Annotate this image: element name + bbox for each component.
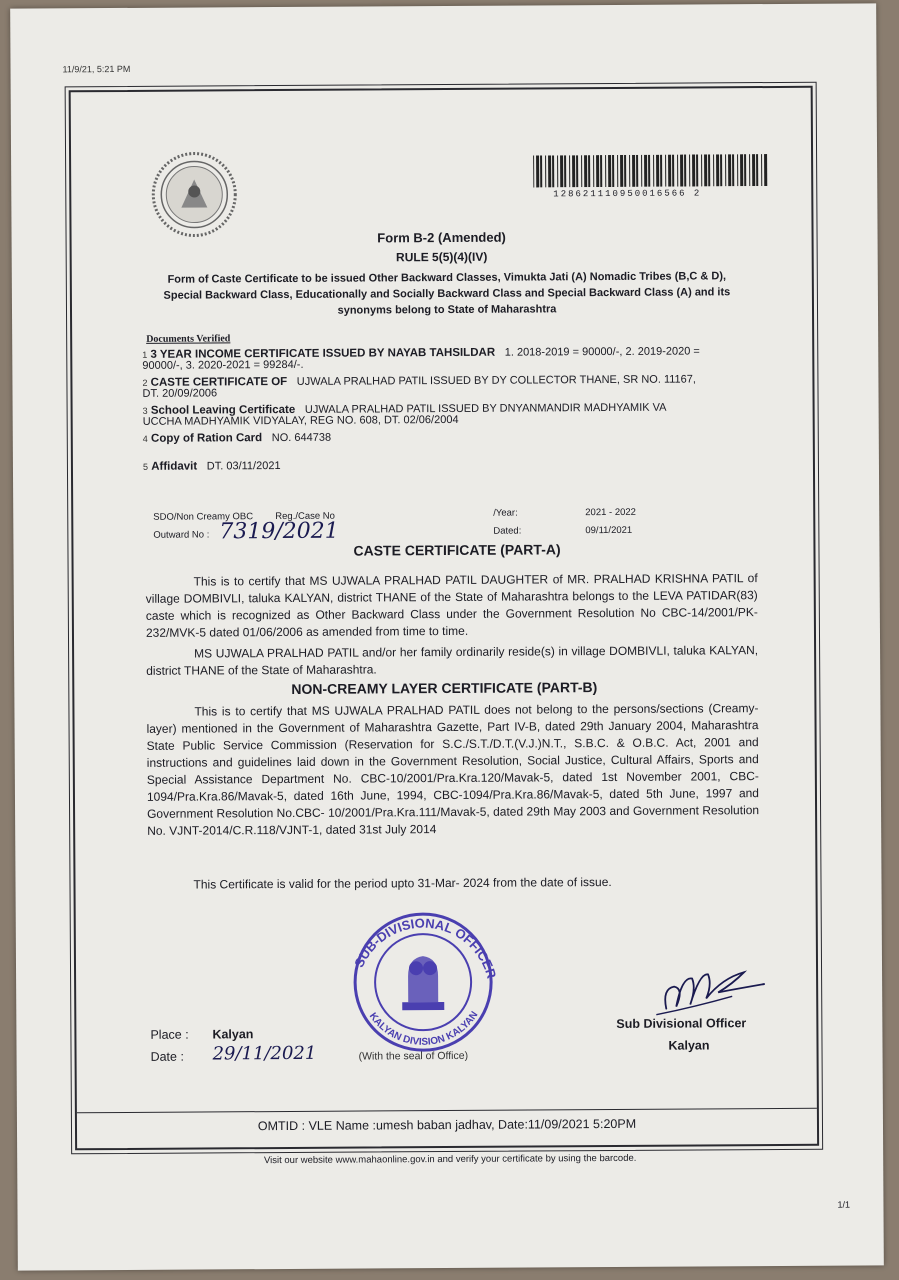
verify-note: Visit our website www.mahaonline.gov.in and verify your certificate by using the barcode. (263, 1152, 637, 1167)
sdo-label: SDO/Non Creamy OBC (153, 511, 254, 523)
certificate-paper (10, 3, 884, 1270)
date-handwritten: 29/11/2021 (212, 1042, 317, 1065)
seal-bottom-text: KALYAN DIVISION KALYAN (366, 1009, 481, 1048)
document-item (143, 458, 703, 472)
document-label: 3 YEAR INCOME CERTIFICATE ISSUED BY NAYAB TAHSILDAR (150, 346, 496, 361)
print-timestamp: 11/9/21, 5:21 PM (62, 63, 131, 75)
document-text: UJWALA PRALHAD PATIL ISSUED BY DY COLLECTOR THANE, SR NO. 11167, DT. 20/09/2006 (142, 373, 696, 400)
footer-divider (77, 1108, 817, 1114)
form-title: Form B-2 (Amended) (377, 229, 506, 246)
barcode-number: 128621110950016566 2 (553, 188, 702, 200)
document-number: 2 (142, 377, 148, 388)
year-value: 2021 - 2022 (585, 506, 636, 519)
seal-caption: (With the seal of Office) (358, 1049, 469, 1063)
part-a-title: CASTE CERTIFICATE (PART-A) (353, 541, 561, 559)
documents-verified-heading: Documents Verified (146, 333, 231, 345)
document-text: 1. 2018-2019 = 90000/-, 2. 2019-2020 = 90000/-, 3. 2020-2021 = 99284/-. (142, 345, 700, 372)
document-number: 3 (142, 405, 148, 416)
part-a-paragraph: This is to certify that MS UJWALA PRALHAD PATIL DAUGHTER of MR. PRALHAD KRISHNA PATIL of village DOMBIVLI, taluka KALYAN, district THANE of the State of Maharashtra belongs to the LEVA PATIDAR(83) caste which is recognized as Other Backward Class under the Government Resolution No CBC-14/2001/PK-232/MVK-5 dated 01/06/2006 as amended from time to time. (145, 571, 758, 640)
document-item (142, 374, 702, 399)
document-text: NO. 644738 (271, 431, 332, 445)
rule-number: RULE 5(5)(4)(IV) (395, 249, 488, 265)
dated-value: 09/11/2021 (585, 524, 633, 537)
document-text: DT. 03/11/2021 (206, 460, 281, 473)
dated-label: Dated: (493, 525, 522, 537)
outward-number-handwritten: 7319/2021 (219, 518, 339, 545)
reference-block (153, 506, 693, 545)
part-a-residence-paragraph: MS UJWALA PRALHAD PATIL and/or her family ordinarily reside(s) in village DOMBIVLI, taluka KALYAN, district THANE of the State of Maharashtra. (146, 643, 759, 678)
document-text: UJWALA PRALHAD PATIL ISSUED BY DNYANMANDIR MADHYAMIK VA UCCHA MADHYAMIK VIDYALAY, REG NO. 608, DT. 02/06/2004 (142, 401, 666, 428)
officer-place: Kalyan (668, 1038, 710, 1053)
maharashtra-emblem-icon (151, 151, 238, 238)
seal-top-text: SUB-DIVISIONAL OFFICER (351, 915, 500, 981)
outward-label: Outward No : (153, 529, 210, 541)
certificate-frame (69, 86, 819, 1151)
officer-title: Sub Divisional Officer (616, 1016, 747, 1031)
document-label: Affidavit (151, 460, 198, 473)
document-item (143, 430, 703, 444)
svg-text:KALYAN DIVISION KALYAN (367, 1010, 481, 1049)
document-label: Copy of Ration Card (150, 432, 263, 445)
part-b-title: NON-CREAMY LAYER CERTIFICATE (PART-B) (291, 679, 598, 697)
official-seal-icon (338, 902, 509, 1053)
year-label: /Year: (493, 507, 518, 519)
form-description: Form of Caste Certificate to be issued Other Backward Classes, Vimukta Jati (A) Nomadic Tribes (B,C & D), Special Backward Class, Educationally and Socially Backward Class and Special Backward Class (A) and its synonyms belong to State of Maharashtra (163, 270, 731, 317)
document-item (143, 402, 703, 427)
place-value: Kalyan (212, 1027, 254, 1042)
validity-statement: This Certificate is valid for the period upto 31-Mar- 2024 from the date of issue. (193, 874, 612, 892)
document-number: 4 (142, 433, 148, 444)
document-label: CASTE CERTIFICATE OF (150, 375, 288, 389)
place-label: Place : (150, 1027, 189, 1042)
document-number: 5 (142, 461, 149, 472)
document-number: 1 (142, 349, 148, 360)
part-b-paragraph: This is to certify that MS UJWALA PRALHAD PATIL does not belong to the persons/sections (Creamy-layer) mentioned in the Government of Maharashtra Gazette, Part IV-B, dated 29th January 2004, Maharashtra State Public Service Commission (Reservation for S.C./S.T./D.T.(V.J.)N.T., S.B.C. & O.B.C. Act, 2001 and instructions and guidelines laid down in the Government Resolution, Social Justice, Cultural Affairs, Sports and Special Assistance Department No. CBC-10/2001/Pra.Kra.120/Mavak-5, dated 1st November 2001, CBC-1094/Pra.Kra.86/Mavak-5, dated 16th June, 1994, CBC-1094/Pra.Kra.86/Mavak-5, dated 5th June, 1997 and Government Resolution No.CBC- 10/2001/Pra.Kra.111/Mavak-5, dated 29th May 2003 and Government Resolution No. VJNT-2014/C.R.118/VJNT-1, dated 31st July 2014 (146, 701, 760, 838)
document-item (142, 346, 702, 371)
page-number: 1/1 (837, 1199, 851, 1210)
barcode-icon (533, 154, 769, 187)
omt-vle-line: OMTID : VLE Name :umesh baban jadhav, Date:11/09/2021 5:20PM (257, 1116, 637, 1134)
date-label: Date : (150, 1049, 184, 1064)
case-number-label: Reg./Case No (275, 510, 335, 523)
document-label: School Leaving Certificate (150, 403, 296, 417)
